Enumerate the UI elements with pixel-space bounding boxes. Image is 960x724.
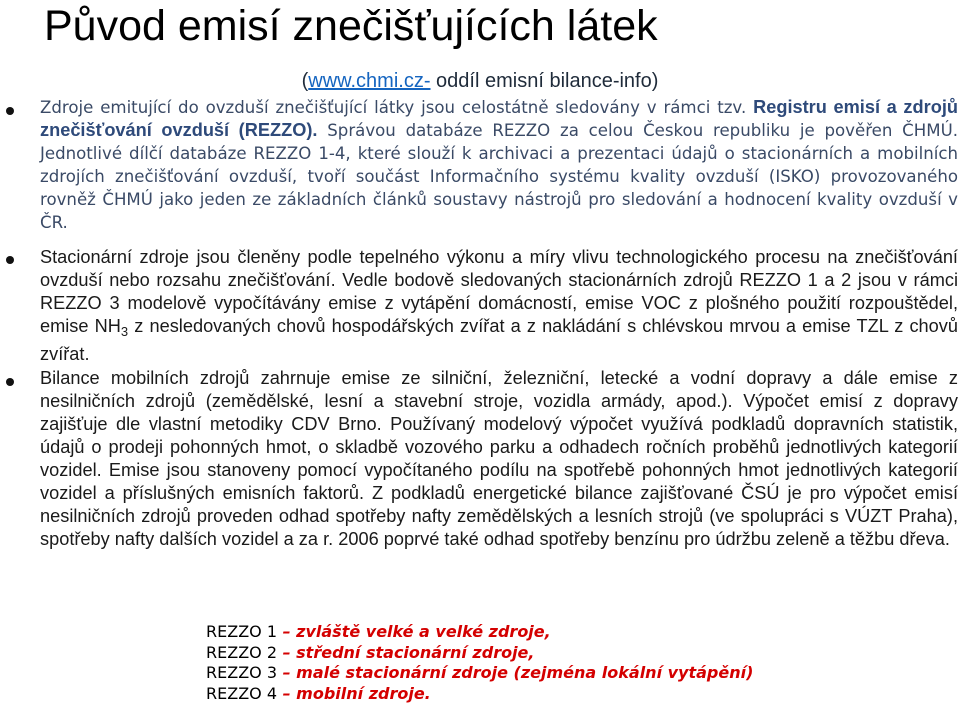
source-note-text: oddíl emisní bilance-info): [430, 70, 659, 92]
chmi-link[interactable]: www.chmi.cz-: [308, 70, 431, 92]
p2-text-end: z nesledovaných chovů hospodářských zvířat a z nakládání s chlévskou mrvou a emise TZL z chovů zvířat.: [40, 316, 958, 364]
bullet-icon: [6, 256, 14, 264]
list-item: [206, 663, 753, 684]
p1-intro: Zdroje emitující do ovzduší znečišťující látky jsou celostátně sledovány v rámci tzv.: [40, 98, 754, 117]
bullet-icon: [6, 107, 14, 115]
p1-administration: Správou databáze REZZO za celou Českou republiku je pověřen ČHMÚ.: [317, 121, 958, 140]
rezzo-code: REZZO 1: [206, 622, 278, 641]
source-open-paren: (: [301, 70, 309, 92]
bullet-icon: [6, 378, 14, 386]
list-item: [206, 622, 753, 643]
paragraph-stationary-sources: [40, 246, 958, 366]
p2-subscript: 3: [120, 324, 129, 339]
rezzo-description: – střední stacionární zdroje,: [277, 642, 535, 662]
rezzo-code: REZZO 4: [206, 683, 278, 703]
list-item: [206, 643, 753, 664]
rezzo-description: – mobilní zdroje.: [277, 683, 431, 703]
rezzo-description: – malé stacionární zdroje (zejména lokální vytápění): [277, 663, 754, 682]
list-item: [206, 684, 753, 705]
paragraph-mobile-sources: Bilance mobilních zdrojů zahrnuje emise ze silniční, železniční, letecké a vodní dopravy a dále emise z nesilničních zdrojů (zemědělské, lesní a stavební stroje, vozidla armády, apod.). Výpočet emisí z dopravy zajišťuje dle vlastní metodiky CDV Brno. Používaný modelový výpočet využívá podkladů dopravních statistik, údajů o prodeji pohonných hmot, o skladbě vozového parku a odhadech ročních proběhů jednotlivých kategorií vozidel. Emise jsou stanoveny pomocí vypočítaného podílu na spotřebě pohonných hmot jednotlivých kategorií vozidel a příslušných emisních faktorů. Z podkladů energetické bilance zajišťované ČSÚ je pro výpočet emisí nesilničních zdrojů proveden odhad spotřeby nafty zemědělských a lesních strojů (ve spolupráci s VÚZT Praha), spotřeby nafty dalších vozidel a za r. 2006 poprvé také odhad spotřeby benzínu pro údržbu zeleně a těžbu dřeva.: [40, 368, 958, 549]
source-note: [0, 68, 960, 94]
p1-registry-name: Registru emisí a zdrojů znečišťování ovzduší (REZZO).: [40, 97, 958, 140]
paragraph-rezzo-registry: [40, 96, 958, 234]
p2-text-start: Stacionární zdroje jsou členěny podle tepelného výkonu a míry vlivu technologického procesu na znečišťování ovzduší nebo rozsahu znečišťování. Vedle bodově sledovaných stacionárních zdrojů REZZO 1 a 2 jsou v rámci REZZO 3 modelově vypočítávány emise z vytápění domácností, emise VOC z plošného použití rozpouštědel, emise NH: [40, 247, 958, 336]
page-title: Původ emisí znečišťujících látek: [44, 2, 658, 50]
rezzo-categories-list: [206, 622, 753, 704]
rezzo-code: REZZO 3: [206, 663, 278, 682]
rezzo-code: REZZO 2: [206, 642, 278, 662]
rezzo-description: – zvláště velké a velké zdroje,: [277, 622, 551, 641]
p1-databases: Jednotlivé dílčí databáze REZZO 1-4, které slouží k archivaci a prezentaci údajů o stacionárních a mobilních zdrojích znečišťování ovzduší, tvoří součást Informačního systému kvality ovzduší (ISKO) provozovaného rovněž ČHMÚ jako jeden ze základních článků soustavy nástrojů pro sledování a hodnocení kvality ovzduší v ČR.: [40, 144, 958, 232]
